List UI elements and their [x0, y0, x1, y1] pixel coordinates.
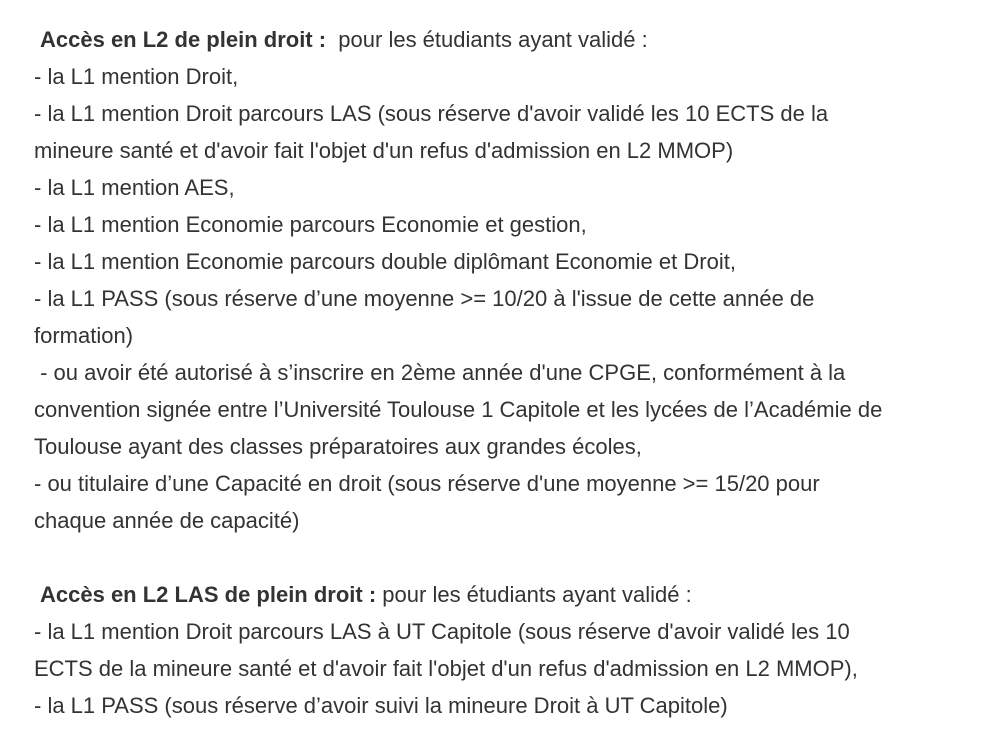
list-item: - la L1 mention Droit parcours LAS à UT Capitole (sous réserve d'avoir validé les 10	[34, 619, 850, 644]
section-l2	[34, 21, 996, 539]
list-item: ECTS de la mineure santé et d'avoir fait l'objet d'un refus d'admission en L2 MMOP),	[34, 656, 858, 681]
list-item: formation)	[34, 323, 134, 348]
section-l2-las	[34, 576, 996, 724]
section-heading	[34, 576, 996, 613]
list-item: chaque année de capacité)	[34, 508, 300, 533]
list-item: Toulouse ayant des classes préparatoires aux grandes écoles,	[34, 434, 642, 459]
list-item: - la L1 mention Economie parcours double diplômant Economie et Droit,	[34, 249, 736, 274]
admission-text	[34, 21, 996, 724]
heading-rest: pour les étudiants ayant validé :	[326, 27, 648, 52]
heading-rest: pour les étudiants ayant validé :	[376, 582, 692, 607]
list-item: - ou titulaire d’une Capacité en droit (sous réserve d'une moyenne >= 15/20 pour	[34, 471, 820, 496]
list-item: - ou avoir été autorisé à s’inscrire en 2ème année d'une CPGE, conformément à la	[34, 360, 846, 385]
list-item: - la L1 mention Droit parcours LAS (sous réserve d'avoir validé les 10 ECTS de la	[34, 101, 829, 126]
heading-bold: Accès en L2 de plein droit :	[40, 27, 327, 52]
list-item: mineure santé et d'avoir fait l'objet d'un refus d'admission en L2 MMOP)	[34, 138, 734, 163]
list-item: - la L1 mention Economie parcours Economie et gestion,	[34, 212, 587, 237]
list-item: - la L1 mention Droit,	[34, 64, 239, 89]
heading-bold: Accès en L2 LAS de plein droit :	[40, 582, 377, 607]
list-item: - la L1 PASS (sous réserve d’avoir suivi la mineure Droit à UT Capitole)	[34, 693, 728, 718]
paragraph-spacer	[34, 539, 996, 576]
list-item: - la L1 PASS (sous réserve d’une moyenne >= 10/20 à l'issue de cette année de	[34, 286, 815, 311]
list-item: - la L1 mention AES,	[34, 175, 235, 200]
list-item: convention signée entre l’Université Toulouse 1 Capitole et les lycées de l’Académie de	[34, 397, 883, 422]
section-heading	[34, 21, 996, 58]
